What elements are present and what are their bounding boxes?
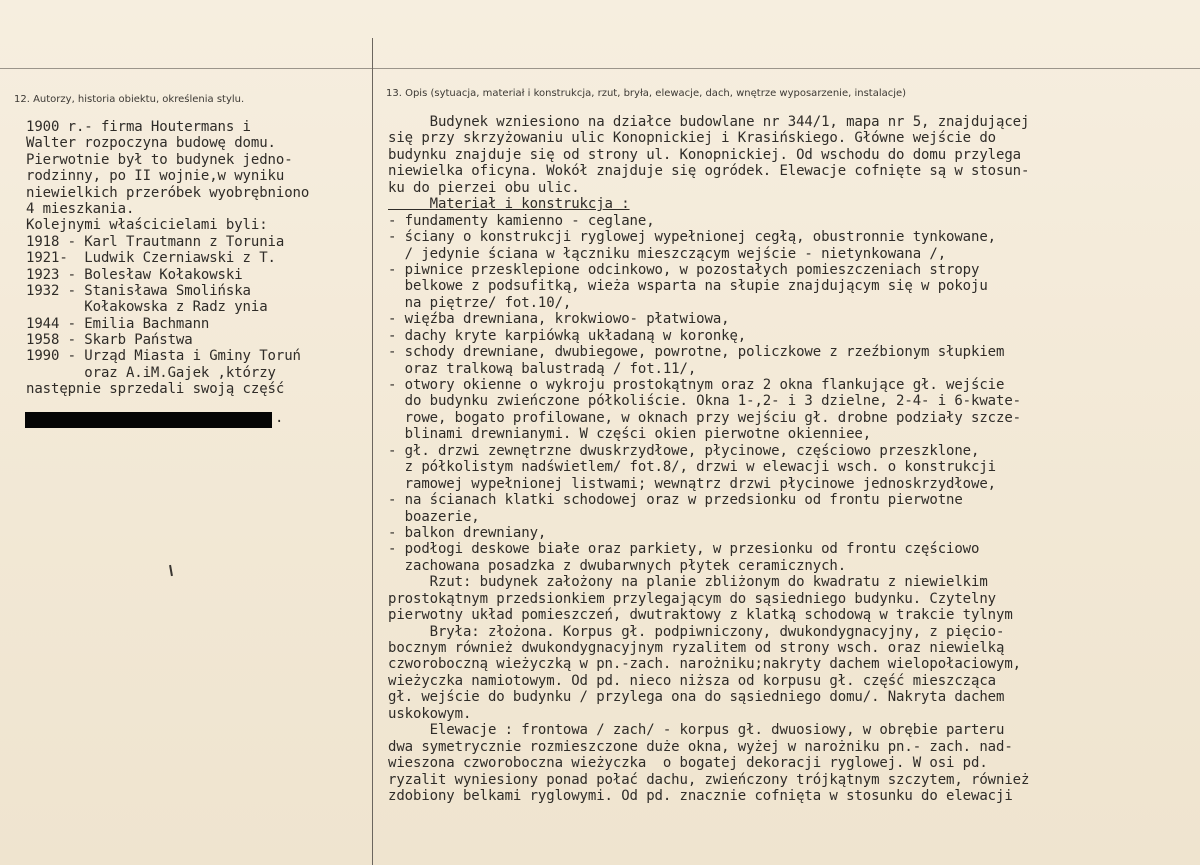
description-line: - podłogi deskowe białe oraz parkiety, w przesionku od frontu częściowo bbox=[388, 541, 980, 558]
section-12-heading: 12. Autorzy, historia obiektu, określenia stylu. bbox=[14, 94, 245, 105]
history-line: 1944 - Emilia Bachmann bbox=[26, 315, 210, 332]
description-line: ramowej wypełnionej listwami; wewnątrz drzwi płycinowe jednoskrzydłowe, bbox=[388, 475, 996, 492]
description-line: się przy skrzyżowaniu ulic Konopnickiej i Krasińskiego. Główne wejście do bbox=[388, 130, 996, 147]
description-line: - fundamenty kamienno - ceglane, bbox=[388, 212, 655, 229]
history-line: 1918 - Karl Trautmann z Torunia bbox=[26, 233, 285, 250]
description-line: ku do pierzei obu ulic. bbox=[388, 179, 580, 196]
history-line: 4 mieszkania. bbox=[26, 200, 135, 217]
description-line: wieszona czworoboczna wieżyczka o bogatej dekoracji ryglowej. W osi pd. bbox=[388, 755, 988, 772]
description-line: Bryła: złożona. Korpus gł. podpiwniczony, dwukondygnacyjny, z pięcio- bbox=[388, 623, 1005, 640]
description-line: blinami drewnianymi. W części okien pierwotne okienniee, bbox=[388, 426, 872, 443]
description-line: gł. wejście do budynku / przylega ona do sąsiedniego domu/. Nakryta dachem bbox=[388, 689, 1005, 706]
description-line: - dachy kryte karpiówką układaną w koronkę, bbox=[388, 327, 747, 344]
description-line: Budynek wzniesiono na działce budowlane nr 344/1, mapa nr 5, znajdującej bbox=[388, 114, 1030, 130]
history-line: rodzinny, po II wojnie,w wyniku bbox=[26, 168, 285, 185]
history-line: 1932 - Stanisława Smolińska bbox=[26, 282, 251, 299]
description-line: budynku znajduje się od strony ul. Konopnickiej. Od wschodu do domu przylega bbox=[388, 146, 1021, 163]
history-line: 1958 - Skarb Państwa bbox=[26, 332, 193, 349]
history-line: 1900 r.- firma Houtermans i bbox=[26, 119, 251, 135]
description-line: - gł. drzwi zewnętrzne dwuskrzydłowe, płycinowe, częściowo przeszklone, bbox=[388, 442, 980, 459]
description-line: na piętrze/ fot.10/, bbox=[388, 294, 572, 311]
description-line: dwa symetrycznie rozmieszczone duże okna, wyżej w narożniku pn.- zach. nad- bbox=[388, 738, 1013, 755]
history-line: Kołakowska z Radz ynia bbox=[26, 299, 268, 316]
description-line: ryzalit wyniesiony ponad połać dachu, zwieńczony trójkątnym szczytem, również bbox=[388, 771, 1030, 788]
description-line: Elewacje : frontowa / zach/ - korpus gł. dwuosiowy, w obrębie parteru bbox=[388, 722, 1005, 739]
description-line: do budynku zwieńczone półkoliście. Okna 1-,2- i 3 dzielne, 2-4- i 6-kwate- bbox=[388, 393, 1021, 410]
history-line: 1921- Ludwik Czerniawski z T. bbox=[26, 250, 276, 267]
description-line: - otwory okienne o wykroju prostokątnym oraz 2 okna flankujące gł. wejście bbox=[388, 377, 1005, 393]
description-line: rowe, bogato profilowane, w oknach przy wejściu gł. drobne podziały szcze- bbox=[388, 409, 1021, 426]
description-line: wieżyczka namiotowym. Od pd. nieco niższa od korpusu gł. część mieszcząca bbox=[388, 672, 996, 689]
history-line: Walter rozpoczyna budowę domu. bbox=[26, 135, 276, 152]
description-line: Rzut: budynek założony na planie zbliżonym do kwadratu z niewielkim bbox=[388, 574, 988, 591]
description-line: - ściany o konstrukcji ryglowej wypełnionej cegłą, obustronnie tynkowane, bbox=[388, 229, 996, 246]
history-line: Kolejnymi właścicielami byli: bbox=[26, 217, 268, 234]
column-divider bbox=[372, 38, 373, 865]
description-line: oraz tralkową balustradą / fot.11/, bbox=[388, 360, 697, 377]
history-line: następnie sprzedali swoją część bbox=[26, 381, 285, 398]
history-line: oraz A.iM.Gajek ,którzy bbox=[26, 364, 276, 381]
description-line: - schody drewniane, dwubiegowe, powrotne, policzkowe z rzeźbionym słupkiem bbox=[388, 344, 1005, 361]
description-line: uskokowym. bbox=[388, 705, 472, 722]
description-line: bocznym również dwukondygnacyjnym ryzalitem od strony wsch. oraz niewielką bbox=[388, 640, 1005, 656]
description-line: pierwotny układ pomieszczeń, dwutraktowy z klatką schodową w trakcie tylnym bbox=[388, 607, 1013, 624]
description-line: zachowana posadzka z dwubarwnych płytek ceramicznych. bbox=[388, 557, 847, 574]
history-line: 1923 - Bolesław Kołakowski bbox=[26, 266, 243, 283]
description-text-column bbox=[388, 114, 1029, 804]
description-line: - na ścianach klatki schodowej oraz w przedsionku od frontu pierwotne bbox=[388, 492, 963, 509]
pencil-mark bbox=[169, 565, 173, 576]
history-line: Pierwotnie był to budynek jedno- bbox=[26, 151, 293, 168]
header-divider bbox=[0, 68, 1200, 69]
description-line: - więźba drewniana, krokwiowo- płatwiowa, bbox=[388, 311, 730, 328]
description-line: Materiał i konstrukcja : bbox=[388, 196, 630, 213]
redacted-end-mark: . bbox=[275, 410, 284, 426]
description-line: belkowe z podsufitką, wieża wsparta na słupie znajdującym się w pokoju bbox=[388, 278, 988, 295]
description-line: - balkon drewniany, bbox=[388, 524, 547, 541]
description-line: / jedynie ściana w łączniku mieszczącym wejście - nietynkowana /, bbox=[388, 245, 947, 262]
description-line: z półkolistym nadświetlem/ fot.8/, drzwi w elewacji wsch. o konstrukcji bbox=[388, 459, 996, 476]
description-line: - piwnice przesklepione odcinkowo, w pozostałych pomieszczeniach stropy bbox=[388, 261, 980, 278]
history-line: 1990 - Urząd Miasta i Gminy Toruń bbox=[26, 348, 301, 365]
description-line: czworoboczną wieżyczką w pn.-zach. narożniku;nakryty dachem wielopołaciowym, bbox=[388, 656, 1021, 673]
description-line: niewielka oficyna. Wokół znajduje się ogródek. Elewacje cofnięte są w stosun- bbox=[388, 163, 1030, 180]
description-line: boazerie, bbox=[388, 508, 480, 525]
redaction-bar bbox=[25, 412, 272, 428]
history-line: niewielkich przeróbek wyobrębniono bbox=[26, 184, 310, 201]
section-13-heading: 13. Opis (sytuacja, materiał i konstrukcja, rzut, bryła, elewacje, dach, wnętrze wyposarzenie, instalacje) bbox=[386, 88, 907, 99]
description-line: prostokątnym przedsionkiem przylegającym do sąsiedniego budynku. Czytelny bbox=[388, 590, 996, 607]
description-line: zdobiony belkami ryglowymi. Od pd. znacznie cofnięta w stosunku do elewacji bbox=[388, 787, 1013, 804]
history-text-column bbox=[26, 119, 309, 398]
